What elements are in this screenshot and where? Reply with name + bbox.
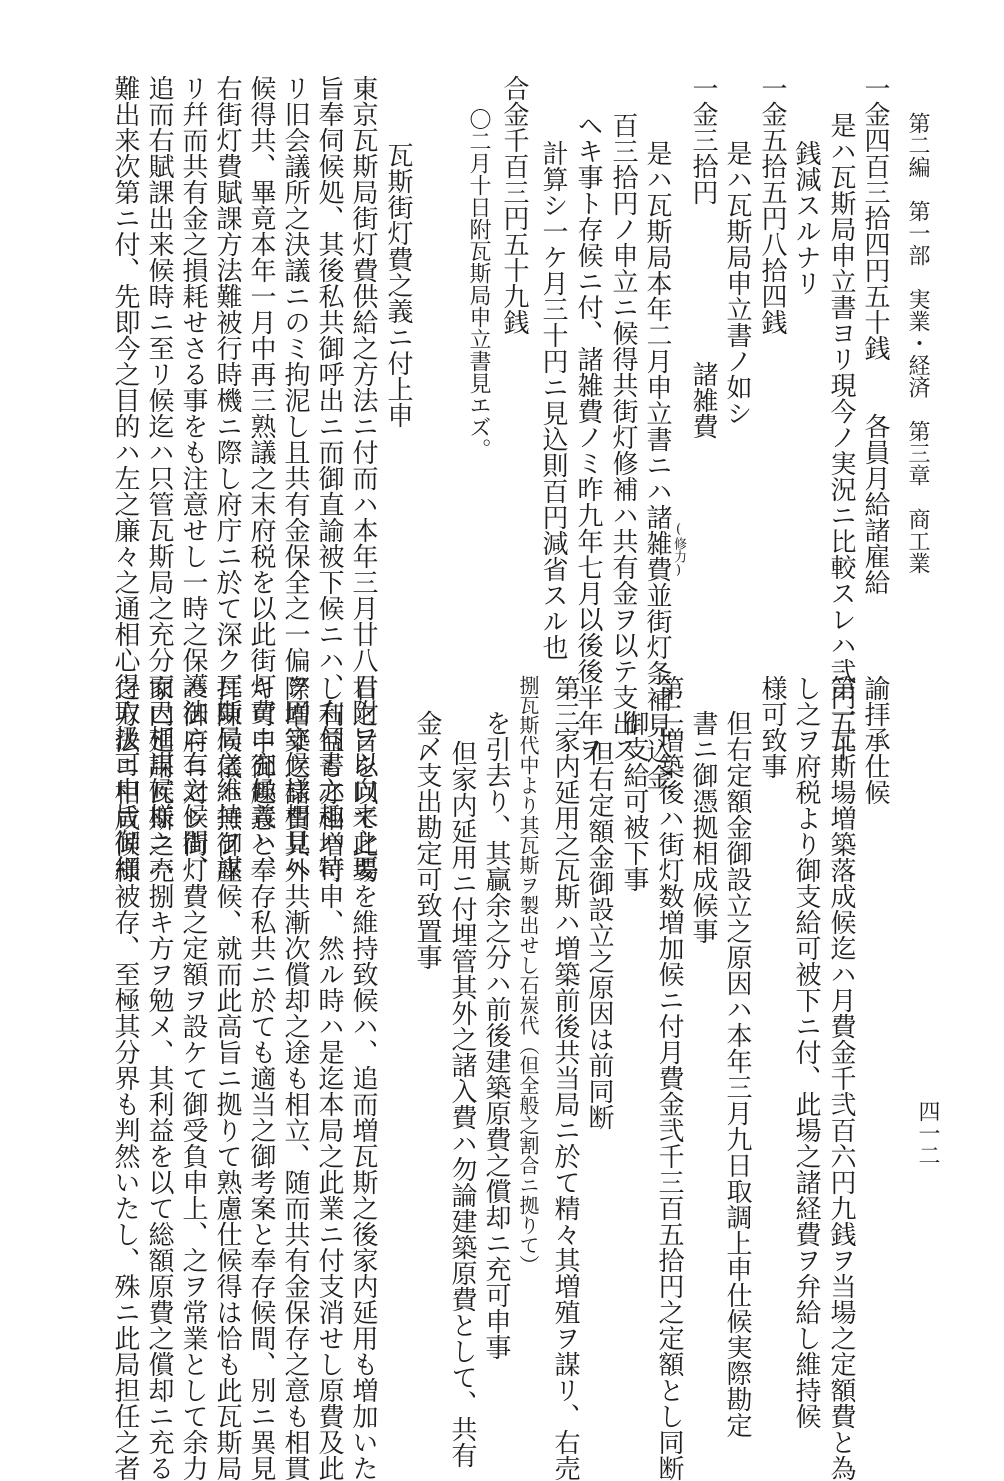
text-column: 第一瓦斯場増築落成候迄ハ月費金千弐百六円九銭ヲ当場之定額費と為 xyxy=(826,675,856,1481)
text-column: 様可致事 xyxy=(757,675,787,779)
text-column: 際増築之諸費其外共漸次償却之途も相立、随而共有金保存之意も相貫 xyxy=(280,675,310,1481)
text-column: 追而右賦課出来候時ニ至リ候迄ハ只管瓦斯局之充分而已相謀候様ニハ xyxy=(144,75,174,881)
text-column: 是ハ瓦斯局申立書ヨリ現今ノ実況ニ比較スレハ弐円五十 xyxy=(826,112,856,762)
running-header: 第二編 第一部 実業・経済 第三章 商工業 xyxy=(905,112,930,574)
text-column: 旨奉伺候処、其後私共御呼出ニ而御直諭被下候ニハ、右伺書之趣ハ特 xyxy=(314,75,344,881)
text-column: 拝陳候儀ハ無御座候、就而此高旨ニ拠りて熟慮仕候得は恰も此瓦斯局 xyxy=(212,675,242,1481)
text-column: 諭拝承仕候 xyxy=(860,675,890,805)
text-column: 〇二月十日附瓦斯局申立書見エズ。 xyxy=(466,108,491,460)
text-column: 但右定額金御設立之原因は前同断 xyxy=(584,740,614,1130)
text-column: 捌瓦斯代中より其瓦斯ヲ製出せし石炭代（但全般之割合ニ拠りて） xyxy=(516,675,540,1275)
text-column: し之ヲ府税より御支給可被下ニ付、此場之諸経費ヲ弁給し維持候 xyxy=(791,675,821,1429)
text-column: 一金三拾円 諸雑費 xyxy=(688,75,718,439)
text-column: 但家内延用ニ付埋管其外之諸入費ハ勿論建築原費として、共有 xyxy=(447,740,477,1468)
text-column: 銭減スルナリ xyxy=(791,140,821,296)
text-column: 第三家内延用之瓦斯ハ増築前後共当局ニ於て精々其増殖ヲ謀リ、右売 xyxy=(550,675,580,1481)
text-column: 但右定額金御設立之原因ハ本年三月九日取調上申仕候実際勘定 xyxy=(722,710,752,1438)
text-column: 家内延用瓦斯之売捌キ方ヲ勉メ、其利益を以て総額原費之償却ニ充る xyxy=(144,675,174,1481)
text-column: 東京瓦斯局街灯費供給之方法ニ付而ハ本年三月廿八日附ヲ以向来之要 xyxy=(348,75,378,881)
text-column: 右之旨を以て此場を維持致候ハ、追而増瓦斯之後家内延用も増加いた xyxy=(348,675,378,1481)
text-column: 一金五拾五円八拾四銭 xyxy=(757,75,787,335)
text-column: 右街灯費賦課方法難被行時機ニ際し府庁ニ於て深ク瓦斯局之維持ヲ謀 xyxy=(212,75,242,881)
editorial-annotation: (修力) xyxy=(671,522,686,578)
text-column: 是ハ瓦斯局申立書ノ如シ xyxy=(722,140,752,426)
text-column: ハ御府ニ対シ街灯費之定額ヲ設ケて御受負申上、之ヲ常業として余力 xyxy=(178,675,208,1481)
text-column: 合金千百三円五十九銭 xyxy=(499,75,529,335)
text-column: 御支給可被下事 xyxy=(619,710,649,892)
text-column: 候得共、畢竟本年一月中再三熟議之末府税を以此街灯費ニ充候義ハ、 xyxy=(246,75,276,881)
text-column: ヘキ事ト存候ニ付、諸雑費ノミ昨九年七月以後後半年ヲ xyxy=(573,112,603,762)
text-column: キ可申御趣意と奉存私共ニ於ても適当之御考案と奉存候間、別ニ異見 xyxy=(246,675,276,1481)
text-column: を引去り、其贏余之分ハ前後建築原費之償却ニ充可申事 xyxy=(481,710,511,1360)
text-column: 第二増築後ハ街灯数増加候ニ付月費金弐千三百五拾円之定額とし同断 xyxy=(654,675,684,1481)
section-heading: 瓦斯街灯費之義ニ付上申 xyxy=(383,142,413,428)
text-column: 一金四百三拾四円五十銭 各員月給諸雇給 xyxy=(860,75,890,595)
text-column: 是ハ瓦斯局本年二月申立書ニハ諸雑費並街灯条補見込金 xyxy=(642,140,672,790)
text-column: 計算シ一ケ月三十円ニ見込則百円減省スル也 xyxy=(538,140,568,660)
page-number: 四一二 xyxy=(915,1100,940,1166)
text-column: 金〆支出勘定可致置事 xyxy=(412,710,442,970)
text-column: 難出来次第ニ付、先即今之目的ハ左之廉々之通相心得取扱可申旨御細 xyxy=(110,75,140,881)
text-column: 之方法ニ相成候様被存、至極其分界も判然いたし、殊ニ此局担任之者 xyxy=(110,675,140,1481)
text-column: リ旧会議所之決議ニのミ拘泥し且共有金保全之一偏ヲ固守候様相見へ xyxy=(280,75,310,881)
text-column: リ幷而共有金之損耗せさる事をも注意せし一時之保護法ニ有之候間、 xyxy=(178,75,208,881)
text-column: し利益も亦相増可申、然ル時ハ是迄本局之此業ニ付支消せし原費及此 xyxy=(314,675,344,1481)
text-column: 書ニ御憑拠相成候事 xyxy=(688,710,718,944)
text-column: 百三拾円ノ申立ニ候得共街灯修補ハ共有金ヲ以テ支出ス xyxy=(608,112,638,762)
